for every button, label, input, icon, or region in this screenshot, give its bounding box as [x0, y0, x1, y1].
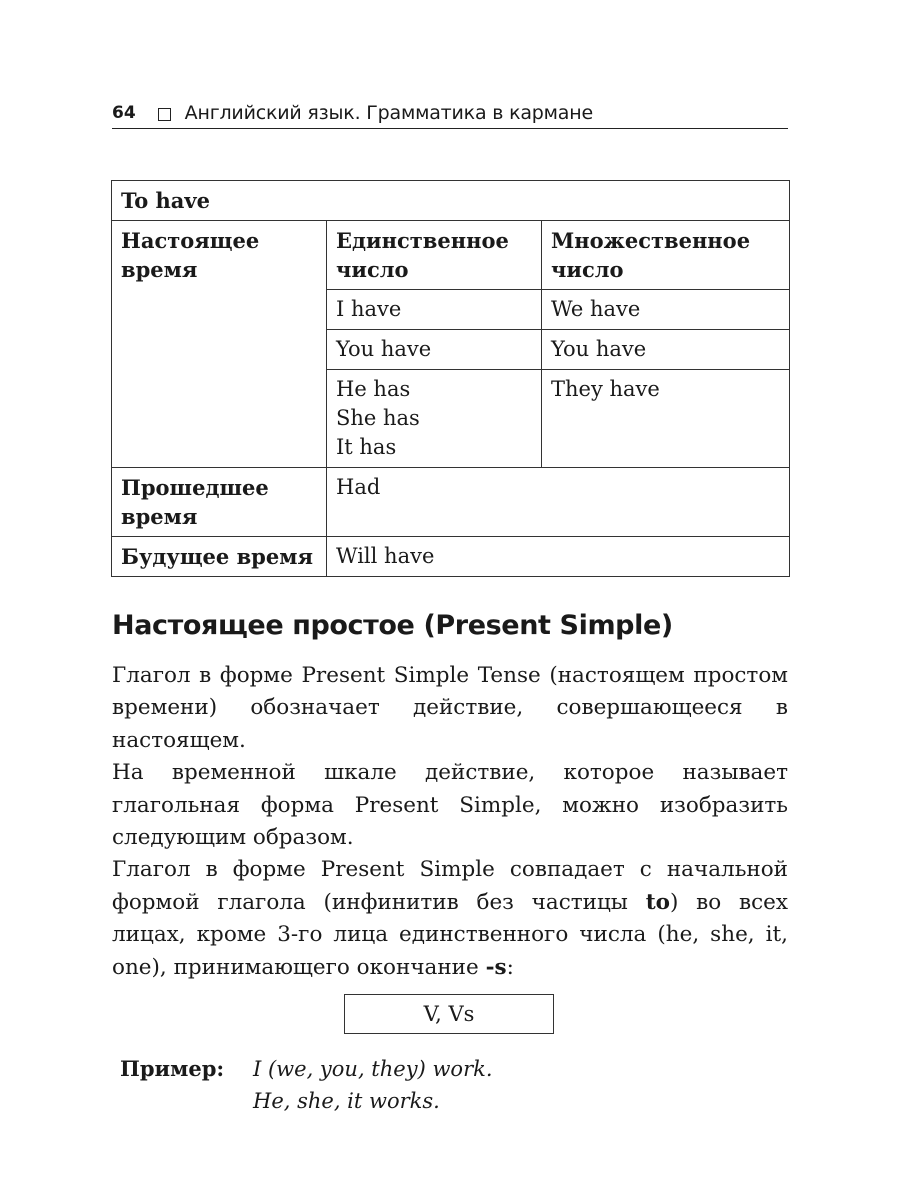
formula-box: V, Vs — [344, 994, 554, 1034]
bold-term: to — [645, 889, 670, 915]
table-row — [112, 468, 790, 537]
singular-header: Единственное число — [327, 221, 542, 290]
text-run: I ( — [253, 1057, 277, 1081]
present-label: Настоящее время — [112, 221, 327, 468]
paragraph: На временной шкале действие, которое называет глагольная форма Present Simple, можно изобразить следующим образом. — [112, 760, 788, 851]
example-lines — [253, 1053, 493, 1117]
section-title: Настоящее простое (Present Simple) — [112, 610, 673, 641]
text-run: : — [506, 954, 514, 980]
example — [120, 1053, 493, 1117]
table-cell — [327, 370, 542, 468]
table-cell: You have — [542, 330, 790, 370]
cell-line: He has — [336, 377, 411, 401]
future-label: Будущее время — [112, 537, 327, 577]
past-value: Had — [327, 468, 790, 537]
table-cell: You have — [327, 330, 542, 370]
square-bullet-icon — [158, 108, 171, 121]
text-run: He, she, it works. — [253, 1089, 440, 1113]
table-row — [112, 537, 790, 577]
example-label: Пример: — [120, 1056, 225, 1081]
cell-line: She has — [336, 406, 420, 430]
paragraph — [112, 854, 788, 984]
table-row — [112, 181, 790, 221]
future-value: Will have — [327, 537, 790, 577]
page-number: 64 — [112, 103, 136, 123]
example-line — [253, 1085, 493, 1117]
table-row — [112, 221, 790, 290]
table-title: To have — [112, 181, 790, 221]
past-label: Прошедшее время — [112, 468, 327, 537]
text-run: ) во всех лицах, кроме 3-го лица единственного числа (he, she, it, one), принимающего окончание — [112, 889, 789, 980]
to-have-table — [111, 180, 790, 577]
text-run: Глагол в форме Present Simple совпадает с начальной формой глагола (инфинитив без частицы — [112, 857, 788, 915]
text-run: we, you, they — [276, 1057, 418, 1081]
table-cell: They have — [542, 370, 790, 468]
cell-line: It has — [336, 435, 397, 459]
running-head — [112, 98, 788, 129]
table-cell: I have — [327, 290, 542, 330]
body-text — [112, 660, 788, 984]
table-cell: We have — [542, 290, 790, 330]
text-run: ) work. — [417, 1057, 493, 1081]
book-title: Английский язык. Грамматика в кармане — [184, 102, 593, 124]
paragraph: Глагол в форме Present Simple Tense (настоящем простом времени) обозначает действие, совершающееся в настоящем. — [112, 663, 788, 753]
bold-term: -s — [485, 954, 507, 980]
plural-header: Множественное число — [542, 221, 790, 290]
example-line — [253, 1053, 493, 1085]
